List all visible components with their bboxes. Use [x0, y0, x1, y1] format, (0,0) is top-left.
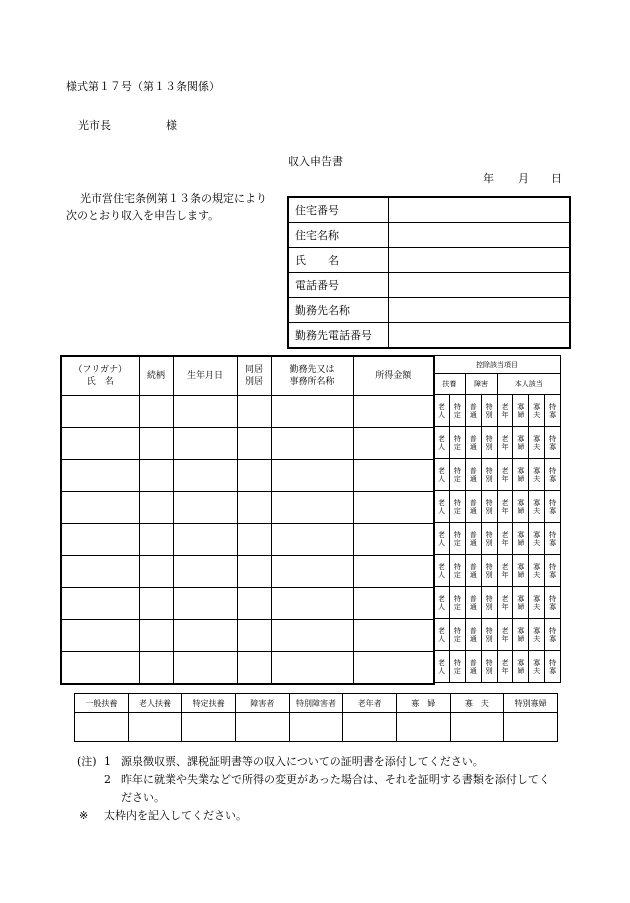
household-entry-field[interactable] [353, 588, 434, 620]
group-disability: 障害 [465, 374, 497, 395]
document-title: 収入申告書 [288, 155, 343, 168]
household-entry-field[interactable] [237, 652, 271, 685]
reference-mark: ※ [79, 809, 89, 822]
deduction-row [434, 459, 561, 491]
household-entry-field[interactable] [61, 428, 139, 460]
deduction-checkbox-cell[interactable]: 寡婦 [513, 427, 529, 459]
info-value-field[interactable] [388, 197, 570, 223]
deduction-checkbox-cell[interactable]: 特寡 [545, 491, 561, 523]
household-row [61, 652, 434, 685]
deduction-checkbox-cell[interactable]: 老年 [497, 491, 513, 523]
deduction-checkbox-cell[interactable]: 老人 [434, 587, 450, 619]
household-entry-field[interactable] [353, 620, 434, 652]
col-cohabit-header: 同居 別居 [237, 356, 271, 396]
info-label: 氏 名 [288, 248, 388, 273]
household-entry-field[interactable] [139, 588, 173, 620]
deduction-checkbox-cell[interactable]: 特寡 [545, 459, 561, 491]
household-entry-field[interactable] [139, 524, 173, 556]
group-self: 本人該当 [497, 374, 561, 395]
household-header-row [61, 356, 434, 396]
date-day-label: 日 [551, 172, 562, 185]
deduction-checkbox-cell[interactable]: 寡夫 [529, 459, 545, 491]
deduction-checkbox-cell[interactable]: 特定 [449, 459, 465, 491]
note-1-number: 1 [104, 755, 111, 768]
deduction-checkbox-cell[interactable]: 普通 [465, 555, 481, 587]
deduction-checkbox-cell[interactable]: 普通 [465, 491, 481, 523]
addressee-honorific: 様 [166, 119, 177, 132]
deduction-table [433, 355, 561, 683]
deduction-checkbox-cell[interactable]: 特寡 [545, 523, 561, 555]
deduction-checkbox-cell[interactable]: 普通 [465, 619, 481, 651]
summary-header: 特別寡婦 [504, 694, 558, 713]
summary-header: 寡 婦 [396, 694, 450, 713]
deduction-checkbox-cell[interactable]: 特定 [449, 427, 465, 459]
deduction-checkbox-cell[interactable]: 寡婦 [513, 587, 529, 619]
deduction-row [434, 619, 561, 651]
deduction-checkbox-cell[interactable]: 寡夫 [529, 555, 545, 587]
deduction-checkbox-cell[interactable]: 特別 [481, 491, 497, 523]
summary-header: 障害者 [235, 694, 289, 713]
household-entry-field[interactable] [139, 652, 173, 685]
deduction-checkbox-cell[interactable]: 特別 [481, 619, 497, 651]
deduction-checkbox-cell[interactable]: 老年 [497, 459, 513, 491]
deduction-checkbox-cell[interactable]: 特寡 [545, 587, 561, 619]
household-entry-field[interactable] [271, 652, 353, 685]
summary-count-field[interactable] [235, 713, 289, 742]
info-label: 住宅番号 [288, 197, 388, 223]
deduction-row [434, 555, 561, 587]
date-year-label: 年 [483, 172, 494, 185]
deduction-checkbox-cell[interactable]: 寡夫 [529, 587, 545, 619]
deduction-checkbox-cell[interactable]: 寡婦 [513, 459, 529, 491]
info-label: 勤務先名称 [288, 298, 388, 323]
deduction-row [434, 427, 561, 459]
summary-header: 老年者 [343, 694, 397, 713]
deduction-checkbox-cell[interactable]: 特定 [449, 523, 465, 555]
deduction-checkbox-cell[interactable]: 特定 [449, 587, 465, 619]
deduction-checkbox-cell[interactable]: 特別 [481, 459, 497, 491]
household-entry-field[interactable] [353, 492, 434, 524]
note-2-text-line-1: 昨年に就業や失業などで所得の変更があった場合は、それを証明する書類を添付してく [121, 773, 550, 786]
household-entry-field[interactable] [139, 428, 173, 460]
household-entry-field[interactable] [173, 652, 237, 685]
summary-header: 一般扶養 [75, 694, 129, 713]
household-entry-field[interactable] [173, 556, 237, 588]
deduction-checkbox-cell[interactable]: 特定 [449, 619, 465, 651]
household-entry-field[interactable] [139, 396, 173, 428]
deduction-checkbox-cell[interactable]: 特定 [449, 491, 465, 523]
deduction-checkbox-cell[interactable]: 特別 [481, 395, 497, 427]
household-entry-field[interactable] [237, 556, 271, 588]
deduction-title: 控除該当項目 [434, 356, 561, 374]
info-row [288, 197, 570, 223]
note-3-text: 太枠内を記入してください。 [104, 809, 247, 822]
household-row [61, 524, 434, 556]
household-entry-field[interactable] [271, 524, 353, 556]
household-row [61, 460, 434, 492]
deduction-checkbox-cell[interactable]: 老人 [434, 491, 450, 523]
col-name-header: （フリガナ） 氏 名 [61, 356, 139, 396]
deduction-checkbox-cell[interactable]: 特定 [449, 651, 465, 683]
household-entry-field[interactable] [61, 620, 139, 652]
summary-count-field[interactable] [182, 713, 236, 742]
deduction-row [434, 523, 561, 555]
deduction-checkbox-cell[interactable]: 特寡 [545, 555, 561, 587]
household-entry-field[interactable] [61, 396, 139, 428]
info-label: 住宅名称 [288, 223, 388, 248]
deduction-checkbox-cell[interactable]: 老人 [434, 619, 450, 651]
household-entry-field[interactable] [173, 428, 237, 460]
addressee-name: 光市長 [78, 119, 111, 132]
household-entry-field[interactable] [237, 588, 271, 620]
deduction-checkbox-cell[interactable]: 特別 [481, 651, 497, 683]
household-entry-field[interactable] [353, 428, 434, 460]
household-entry-field[interactable] [61, 652, 139, 685]
household-entry-field[interactable] [139, 492, 173, 524]
date-month-label: 月 [518, 172, 529, 185]
household-entry-field[interactable] [173, 396, 237, 428]
household-entry-field[interactable] [353, 652, 434, 685]
deduction-row [434, 491, 561, 523]
note-2-text-line-2: ださい。 [121, 791, 165, 804]
applicant-info-table [287, 196, 571, 349]
info-value-field[interactable] [388, 273, 570, 298]
deduction-checkbox-cell[interactable]: 老年 [497, 523, 513, 555]
col-birthdate-header: 生年月日 [173, 356, 237, 396]
info-label: 勤務先電話番号 [288, 323, 388, 349]
deduction-checkbox-cell[interactable]: 寡夫 [529, 395, 545, 427]
deduction-checkbox-cell[interactable]: 老年 [497, 555, 513, 587]
deduction-checkbox-cell[interactable]: 老人 [434, 395, 450, 427]
household-entry-field[interactable] [61, 588, 139, 620]
deduction-row [434, 651, 561, 683]
household-entry-field[interactable] [237, 492, 271, 524]
deduction-checkbox-cell[interactable]: 寡婦 [513, 555, 529, 587]
deduction-checkbox-cell[interactable]: 寡婦 [513, 491, 529, 523]
deduction-checkbox-cell[interactable]: 特定 [449, 395, 465, 427]
household-entry-field[interactable] [173, 460, 237, 492]
deduction-checkbox-cell[interactable]: 寡婦 [513, 523, 529, 555]
household-entry-field[interactable] [353, 396, 434, 428]
household-entry-field[interactable] [271, 428, 353, 460]
summary-header: 寡 夫 [450, 694, 504, 713]
deduction-checkbox-cell[interactable]: 特定 [449, 555, 465, 587]
household-entry-field[interactable] [139, 460, 173, 492]
household-entry-field[interactable] [173, 492, 237, 524]
summary-header: 特定扶養 [182, 694, 236, 713]
household-row [61, 428, 434, 460]
household-entry-field[interactable] [173, 524, 237, 556]
deduction-checkbox-cell[interactable]: 老人 [434, 459, 450, 491]
deduction-checkbox-cell[interactable]: 特別 [481, 523, 497, 555]
summary-count-field[interactable] [450, 713, 504, 742]
household-entry-field[interactable] [237, 428, 271, 460]
form-id: 様式第１７号（第１３条関係） [66, 80, 220, 93]
household-entry-field[interactable] [173, 620, 237, 652]
note-1-text: 源泉徴収票、課税証明書等の収入についての証明書を添付してください。 [121, 755, 484, 768]
deduction-checkbox-cell[interactable]: 老年 [497, 427, 513, 459]
note-2-number: 2 [104, 773, 111, 786]
household-entry-field[interactable] [61, 492, 139, 524]
household-entry-field[interactable] [353, 524, 434, 556]
deduction-checkbox-cell[interactable]: 寡夫 [529, 619, 545, 651]
deduction-checkbox-cell[interactable]: 普通 [465, 459, 481, 491]
col-income-header: 所得金額 [353, 356, 434, 396]
deduction-checkbox-cell[interactable]: 普通 [465, 651, 481, 683]
household-entry-field[interactable] [353, 556, 434, 588]
summary-count-field[interactable] [75, 713, 129, 742]
deduction-checkbox-cell[interactable]: 特寡 [545, 651, 561, 683]
household-entry-field[interactable] [271, 556, 353, 588]
household-entry-field[interactable] [237, 460, 271, 492]
household-row [61, 396, 434, 428]
deduction-checkbox-cell[interactable]: 特寡 [545, 395, 561, 427]
household-entry-field[interactable] [173, 588, 237, 620]
summary-header: 老人扶養 [128, 694, 182, 713]
deduction-checkbox-cell[interactable]: 寡婦 [513, 651, 529, 683]
summary-count-field[interactable] [128, 713, 182, 742]
info-row [288, 223, 570, 248]
deduction-summary-table [74, 693, 558, 742]
household-table [60, 355, 435, 685]
household-row [61, 620, 434, 652]
household-row [61, 588, 434, 620]
household-entry-field[interactable] [61, 460, 139, 492]
deduction-checkbox-cell[interactable]: 老人 [434, 651, 450, 683]
summary-count-field[interactable] [289, 713, 343, 742]
deduction-checkbox-cell[interactable]: 老年 [497, 619, 513, 651]
col-relation-header: 続柄 [139, 356, 173, 396]
info-row [288, 248, 570, 273]
summary-count-field[interactable] [343, 713, 397, 742]
info-row [288, 298, 570, 323]
deduction-checkbox-cell[interactable]: 寡夫 [529, 523, 545, 555]
deduction-checkbox-cell[interactable]: 老人 [434, 523, 450, 555]
deduction-checkbox-cell[interactable]: 特別 [481, 555, 497, 587]
notes-label: (注) [77, 755, 97, 768]
deduction-checkbox-cell[interactable]: 老年 [497, 651, 513, 683]
household-entry-field[interactable] [139, 556, 173, 588]
household-entry-field[interactable] [237, 396, 271, 428]
info-label: 電話番号 [288, 273, 388, 298]
household-row [61, 556, 434, 588]
col-workplace-header: 勤務先又は 事務所名称 [271, 356, 353, 396]
summary-header: 特別障害者 [289, 694, 343, 713]
deduction-checkbox-cell[interactable]: 寡夫 [529, 427, 545, 459]
household-entry-field[interactable] [271, 620, 353, 652]
deduction-checkbox-cell[interactable]: 寡婦 [513, 619, 529, 651]
summary-count-field[interactable] [504, 713, 558, 742]
deduction-checkbox-cell[interactable]: 特寡 [545, 427, 561, 459]
info-value-field[interactable] [388, 248, 570, 273]
household-row [61, 492, 434, 524]
household-entry-field[interactable] [61, 556, 139, 588]
group-dependents: 扶養 [434, 374, 466, 395]
household-entry-field[interactable] [61, 524, 139, 556]
household-entry-field[interactable] [353, 460, 434, 492]
deduction-checkbox-cell[interactable]: 老人 [434, 427, 450, 459]
deduction-checkbox-cell[interactable]: 特寡 [545, 619, 561, 651]
summary-count-field[interactable] [396, 713, 450, 742]
deduction-checkbox-cell[interactable]: 普通 [465, 395, 481, 427]
info-row [288, 273, 570, 298]
deduction-checkbox-cell[interactable]: 老年 [497, 587, 513, 619]
deduction-checkbox-cell[interactable]: 普通 [465, 427, 481, 459]
deduction-checkbox-cell[interactable]: 特別 [481, 587, 497, 619]
declaration-line-2: 次のとおり収入を申告します。 [66, 209, 220, 222]
deduction-checkbox-cell[interactable]: 普通 [465, 523, 481, 555]
info-value-field[interactable] [388, 223, 570, 248]
deduction-checkbox-cell[interactable]: 老年 [497, 395, 513, 427]
household-entry-field[interactable] [271, 588, 353, 620]
deduction-checkbox-cell[interactable]: 普通 [465, 587, 481, 619]
household-entry-field[interactable] [237, 524, 271, 556]
household-entry-field[interactable] [271, 396, 353, 428]
household-entry-field[interactable] [139, 620, 173, 652]
household-entry-field[interactable] [237, 620, 271, 652]
info-value-field[interactable] [388, 298, 570, 323]
deduction-checkbox-cell[interactable]: 特別 [481, 427, 497, 459]
deduction-checkbox-cell[interactable]: 寡夫 [529, 651, 545, 683]
declaration-line-1: 光市営住宅条例第１３条の規定により [80, 192, 267, 205]
deduction-checkbox-cell[interactable]: 老人 [434, 555, 450, 587]
household-entry-field[interactable] [271, 460, 353, 492]
info-value-field[interactable] [388, 323, 570, 349]
deduction-checkbox-cell[interactable]: 寡婦 [513, 395, 529, 427]
deduction-row [434, 395, 561, 427]
deduction-row [434, 587, 561, 619]
household-entry-field[interactable] [271, 492, 353, 524]
info-row [288, 323, 570, 349]
deduction-checkbox-cell[interactable]: 寡夫 [529, 491, 545, 523]
